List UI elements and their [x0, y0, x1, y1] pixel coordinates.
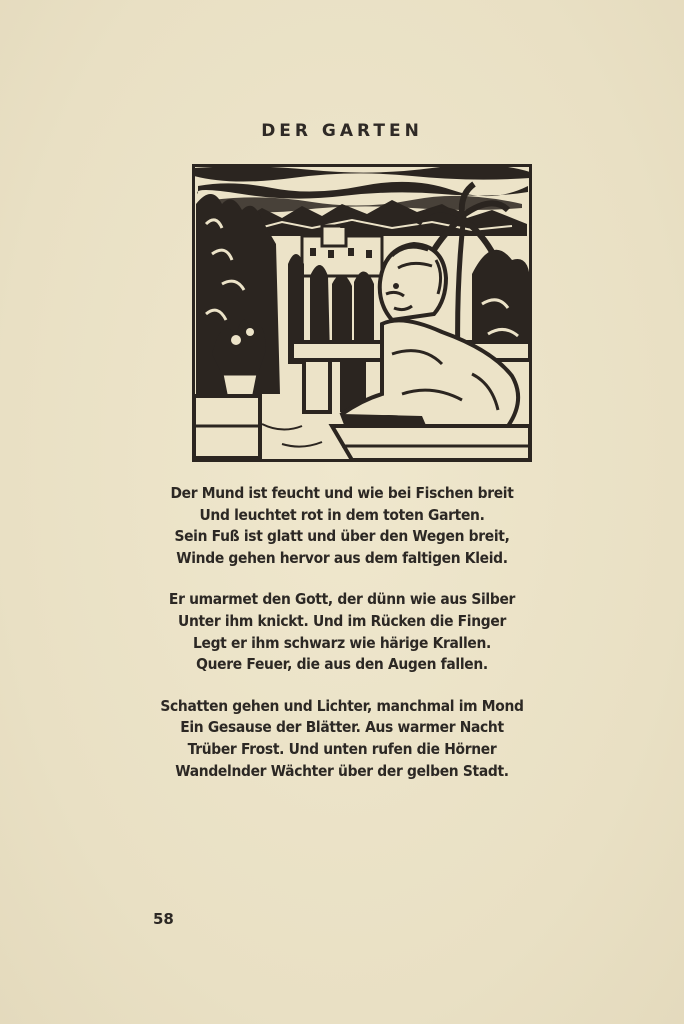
- poem-body: [34, 483, 650, 802]
- stanza: [34, 483, 650, 569]
- poem-line: Er umarmet den Gott, der dünn wie aus Silber: [168, 590, 516, 609]
- poem-line: Wandelnder Wächter über der gelben Stadt.: [175, 761, 509, 780]
- poem-line: Quere Feuer, die aus den Augen fallen.: [196, 655, 488, 674]
- poem-line: Ein Gesause der Blätter. Aus warmer Nacht: [180, 718, 504, 737]
- poem-line: Schatten gehen und Lichter, manchmal im Mond: [160, 696, 524, 715]
- poem-line: Unter ihm knickt. Und im Rücken die Finger: [178, 611, 506, 630]
- stanza: [34, 696, 650, 782]
- poem-line: Der Mund ist feucht und wie bei Fischen breit: [170, 484, 514, 502]
- woodcut-illustration: [192, 164, 532, 462]
- poem-line: Trüber Frost. Und unten rufen die Hörner: [187, 739, 497, 758]
- poem-line: Sein Fuß ist glatt und über den Wegen breit,: [174, 527, 510, 546]
- poem-title: DER GARTEN: [261, 121, 423, 141]
- poem-line: Und leuchtet rot in dem toten Garten.: [199, 505, 485, 524]
- poem-line: Legt er ihm schwarz wie härige Krallen.: [192, 633, 491, 652]
- page-number: 58: [153, 910, 174, 928]
- poem-line: Winde gehen hervor aus dem faltigen Kleid.: [176, 548, 508, 567]
- stanza: [34, 589, 650, 675]
